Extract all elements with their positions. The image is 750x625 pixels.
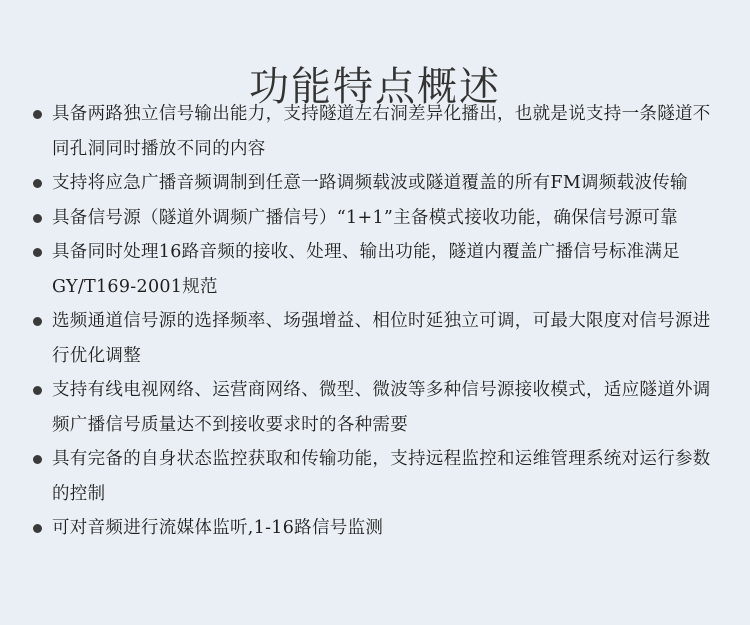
bullet-icon: [33, 248, 42, 257]
feature-text: 具备信号源（隧道外调频广播信号）“1+1”主备模式接收功能，确保信号源可靠: [52, 207, 678, 228]
bullet-icon: [33, 317, 42, 326]
bullet-icon: [33, 179, 42, 188]
feature-item: [32, 304, 722, 373]
feature-item: [32, 511, 722, 546]
bullet-icon: [33, 524, 42, 533]
feature-text: 支持有线电视网络、运营商网络、微型、微波等多种信号源接收模式，适应隧道外调频广播信号质量达不到接收要求时的各种需要: [52, 380, 711, 435]
feature-item: [32, 97, 722, 166]
feature-item: [32, 235, 722, 304]
feature-text: 具有完备的自身状态监控获取和传输功能，支持远程监控和运维管理系统对运行参数的控制: [52, 449, 711, 504]
feature-list: [32, 97, 722, 546]
bullet-icon: [33, 110, 42, 119]
feature-text: 支持将应急广播音频调制到任意一路调频载波或隧道覆盖的所有FM调频载波传输: [52, 173, 688, 193]
feature-item: [32, 442, 722, 511]
bullet-icon: [33, 455, 42, 464]
feature-text: 具备两路独立信号输出能力，支持隧道左右洞差异化播出，也就是说支持一条隧道不同孔洞同时播放不同的内容: [52, 104, 711, 159]
feature-text: 选频通道信号源的选择频率、场强增益、相位时延独立可调，可最大限度对信号源进行优化调整: [52, 311, 711, 366]
feature-item: [32, 373, 722, 442]
bullet-icon: [33, 386, 42, 395]
feature-text: 具备同时处理16路音频的接收、处理、输出功能，隧道内覆盖广播信号标准满足GY/T169-2001规范: [52, 242, 681, 297]
feature-item: [32, 201, 722, 236]
bullet-icon: [33, 214, 42, 223]
page-title: 功能特点概述: [249, 63, 501, 110]
feature-text: 可对音频进行流媒体监听,1-16路信号监测: [52, 518, 384, 538]
feature-item: [32, 166, 722, 201]
